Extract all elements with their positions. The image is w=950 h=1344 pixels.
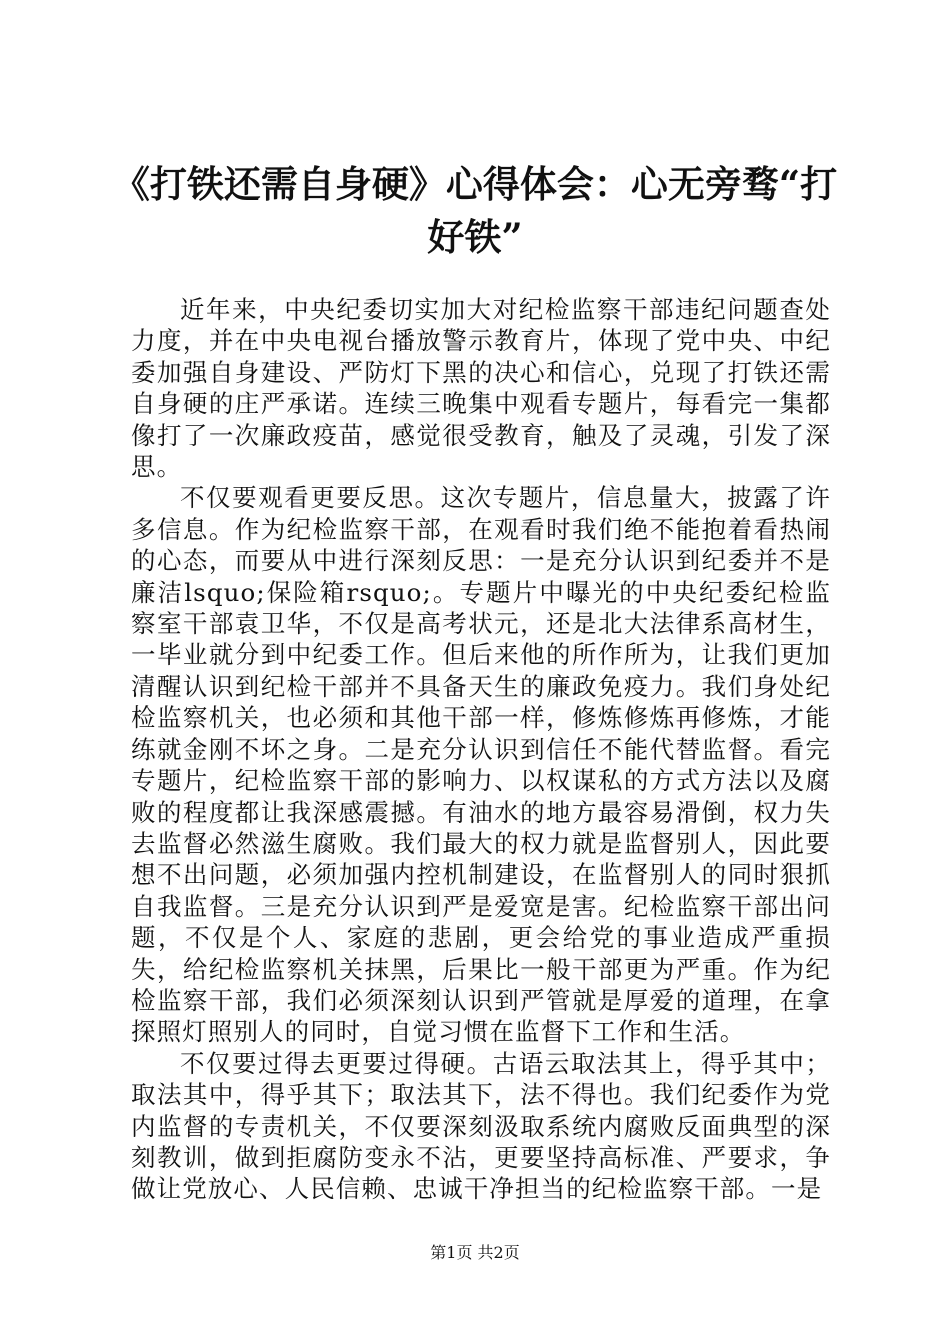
page-number-footer: 第1页 共2页: [430, 1243, 520, 1262]
document-body: [131, 294, 831, 1205]
paragraph: 不仅要过得去更要过得硬。古语云取法其上，得乎其中；取法其中，得乎其下；取法其下，法不得也。我们纪委作为党内监督的专责机关，不仅要深刻汲取系统内腐败反面典型的深刻教训，做到拒腐防变永不沾，更要坚持高标准、严要求，争做让党放心、人民信赖、忠诚干净担当的纪检监察干部。一是: [131, 1048, 831, 1204]
paragraph: 不仅要观看更要反思。这次专题片，信息量大，披露了许多信息。作为纪检监察干部，在观看时我们绝不能抱着看热闹的心态，而要从中进行深刻反思：一是充分认识到纪委并不是廉洁lsquo;保险箱rsquo;。专题片中曝光的中央纪委纪检监察室干部袁卫华，不仅是高考状元，还是北大法律系高材生，一毕业就分到中纪委工作。但后来他的所作所为，让我们更加清醒认识到纪检干部并不具备天生的廉政免疫力。我们身处纪检监察机关，也必须和其他干部一样，修炼修炼再修炼，才能练就金刚不坏之身。二是充分认识到信任不能代替监督。看完专题片，纪检监察干部的影响力、以权谋私的方式方法以及腐败的程度都让我深感震撼。有油水的地方最容易滑倒，权力失去监督必然滋生腐败。我们最大的权力就是监督别人，因此要想不出问题，必须加强内控机制建设，在监督别人的同时狠抓自我监督。三是充分认识到严是爱宽是害。纪检监察干部出问题，不仅是个人、家庭的悲剧，更会给党的事业造成严重损失，给纪检监察机关抹黑，后果比一般干部更为严重。作为纪检监察干部，我们必须深刻认识到严管就是厚爱的道理，在拿探照灯照别人的同时，自觉习惯在监督下工作和生活。: [131, 483, 831, 1047]
document-title: 《打铁还需自身硬》心得体会：心无旁骛“打好铁”: [112, 162, 838, 259]
paragraph: 近年来，中央纪委切实加大对纪检监察干部违纪问题查处力度，并在中央电视台播放警示教育片，体现了党中央、中纪委加强自身建设、严防灯下黑的决心和信心，兑现了打铁还需自身硬的庄严承诺。连续三晚集中观看专题片，每看完一集都像打了一次廉政疫苗，感觉很受教育，触及了灵魂，引发了深思。: [131, 295, 831, 482]
